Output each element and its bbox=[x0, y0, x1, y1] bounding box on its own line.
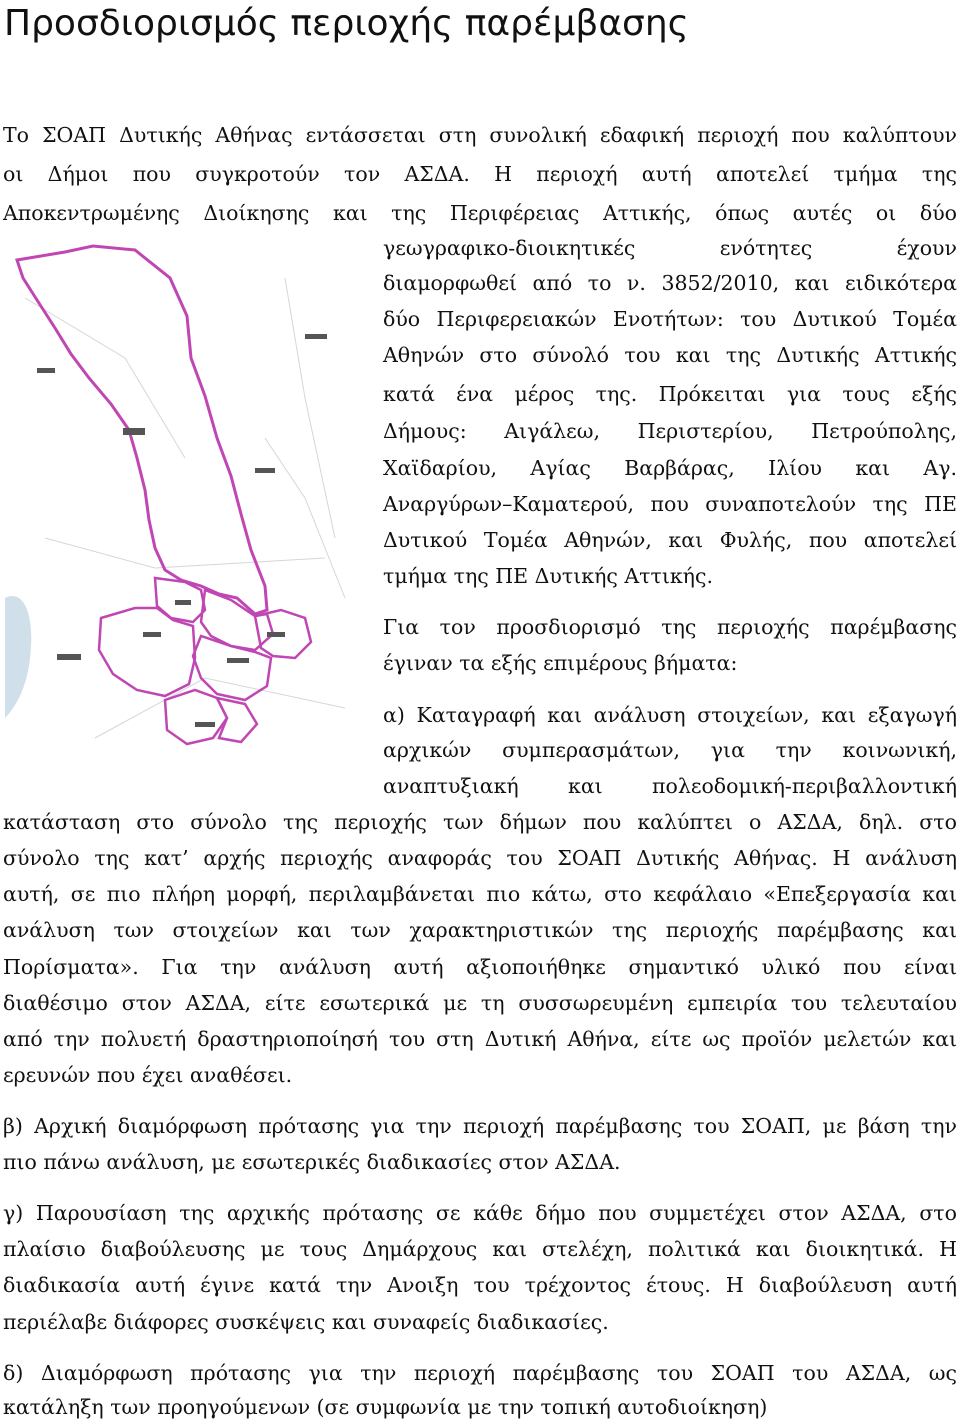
paragraph-line: ερευνών που έχει αναθέσει. bbox=[3, 1063, 293, 1087]
paragraph-line: Το ΣΟΑΠ Δυτικής Αθήνας εντάσσεται στη συνολική εδαφική περιοχή που καλύπτουν bbox=[3, 123, 957, 147]
page-title: Προσδιορισμός περιοχής παρέμβασης bbox=[4, 3, 689, 44]
paragraph-line: πιο πάνω ανάλυση, με εσωτερικές διαδικασίες στον ΑΣΔΑ. bbox=[3, 1150, 621, 1174]
paragraph-line: Πορίσματα». Για την ανάλυση αυτή αξιοποιήθηκε σημαντικό υλικό που είναι bbox=[3, 955, 957, 979]
paragraph-line: διαδικασία αυτή έγινε κατά την Ανοιξη του τρέχοντος έτους. Η διαβούλευση αυτή bbox=[3, 1273, 957, 1297]
paragraph-line: αναπτυξιακή και πολεοδομική-περιβαλλοντική bbox=[383, 774, 957, 798]
paragraph-line: από την πολυετή δραστηριοποίησή του στη Δυτική Αθήνα, είτε ως προϊόν μελετών και bbox=[3, 1027, 957, 1051]
paragraph-line: Για τον προσδιορισμό της περιοχής παρέμβασης bbox=[383, 615, 957, 639]
paragraph-line: β) Αρχική διαμόρφωση πρότασης για την περιοχή παρέμβασης του ΣΟΑΠ, με βάση την bbox=[3, 1114, 957, 1138]
paragraph-line: αρχικών συμπερασμάτων, για την κοινωνική, bbox=[383, 738, 957, 762]
paragraph-line: Αποκεντρωμένης Διοίκησης και της Περιφέρειας Αττικής, όπως αυτές οι δύο bbox=[3, 201, 957, 225]
paragraph-line: έγιναν τα εξής επιμέρους βήματα: bbox=[383, 651, 738, 675]
paragraph-line: Δυτικού Τομέα Αθηνών, και Φυλής, που αποτελεί bbox=[383, 528, 957, 552]
paragraph-line: κατάσταση στο σύνολο της περιοχής των δήμων που καλύπτει ο ΑΣΔΑ, δηλ. στο bbox=[3, 810, 957, 834]
paragraph-line: τμήμα της ΠΕ Δυτικής Αττικής. bbox=[383, 564, 713, 588]
paragraph-line: διαθέσιμο στον ΑΣΔΑ, είτε εσωτερικά με τη συσσωρευμένη εμπειρία του τελευταίου bbox=[3, 991, 957, 1015]
municipalities-map-image bbox=[5, 238, 357, 758]
paragraph-line: δύο Περιφερειακών Ενοτήτων: του Δυτικού Τομέα bbox=[383, 307, 957, 331]
paragraph-line: Αναργύρων–Καματερού, που συναποτελούν της ΠΕ bbox=[383, 492, 957, 516]
paragraph-line: δ) Διαμόρφωση πρότασης για την περιοχή παρέμβασης του ΣΟΑΠ του ΑΣΔΑ, ως bbox=[3, 1361, 957, 1385]
paragraph-line: ανάλυση των στοιχείων και των χαρακτηριστικών της περιοχής παρέμβασης και bbox=[3, 918, 957, 942]
paragraph-line: γ) Παρουσίαση της αρχικής πρότασης σε κάθε δήμο που συμμετέχει στον ΑΣΔΑ, στο bbox=[3, 1201, 957, 1225]
paragraph-line: γεωγραφικο-διοικητικές ενότητες έχουν bbox=[383, 236, 957, 260]
paragraph-line: κατάληξη των προηγούμενων (σε συμφωνία με την τοπική αυτοδιοίκηση) bbox=[3, 1395, 768, 1419]
paragraph-line: σύνολο της κατ’ αρχής περιοχής αναφοράς του ΣΟΑΠ Δυτικής Αθήνας. Η ανάλυση bbox=[3, 846, 957, 870]
paragraph-line: αυτή, σε πιο πλήρη μορφή, περιλαμβάνεται πιο κάτω, στο κεφάλαιο «Επεξεργασία και bbox=[3, 882, 957, 906]
paragraph-line: κατά ένα μέρος της. Πρόκειται για τους εξής bbox=[383, 382, 957, 406]
paragraph-line: διαμορφωθεί από το ν. 3852/2010, και ειδικότερα bbox=[383, 271, 957, 295]
paragraph-line: Αθηνών στο σύνολό του και της Δυτικής Αττικής bbox=[383, 343, 957, 367]
paragraph-line: πλαίσιο διαβούλευσης με τους Δημάρχους και στελέχη, πολιτικά και διοικητικά. Η bbox=[3, 1237, 957, 1261]
paragraph-line: Δήμους: Αιγάλεω, Περιστερίου, Πετρούπολης, bbox=[383, 419, 957, 443]
paragraph-line: οι Δήμοι που συγκροτούν τον ΑΣΔΑ. Η περιοχή αυτή αποτελεί τμήμα της bbox=[3, 162, 957, 186]
paragraph-line: περιέλαβε διάφορες συσκέψεις και συναφείς διαδικασίες. bbox=[3, 1310, 609, 1334]
paragraph-line: Χαϊδαρίου, Αγίας Βαρβάρας, Ιλίου και Αγ. bbox=[383, 456, 957, 480]
paragraph-line: α) Καταγραφή και ανάλυση στοιχείων, και εξαγωγή bbox=[383, 703, 957, 727]
